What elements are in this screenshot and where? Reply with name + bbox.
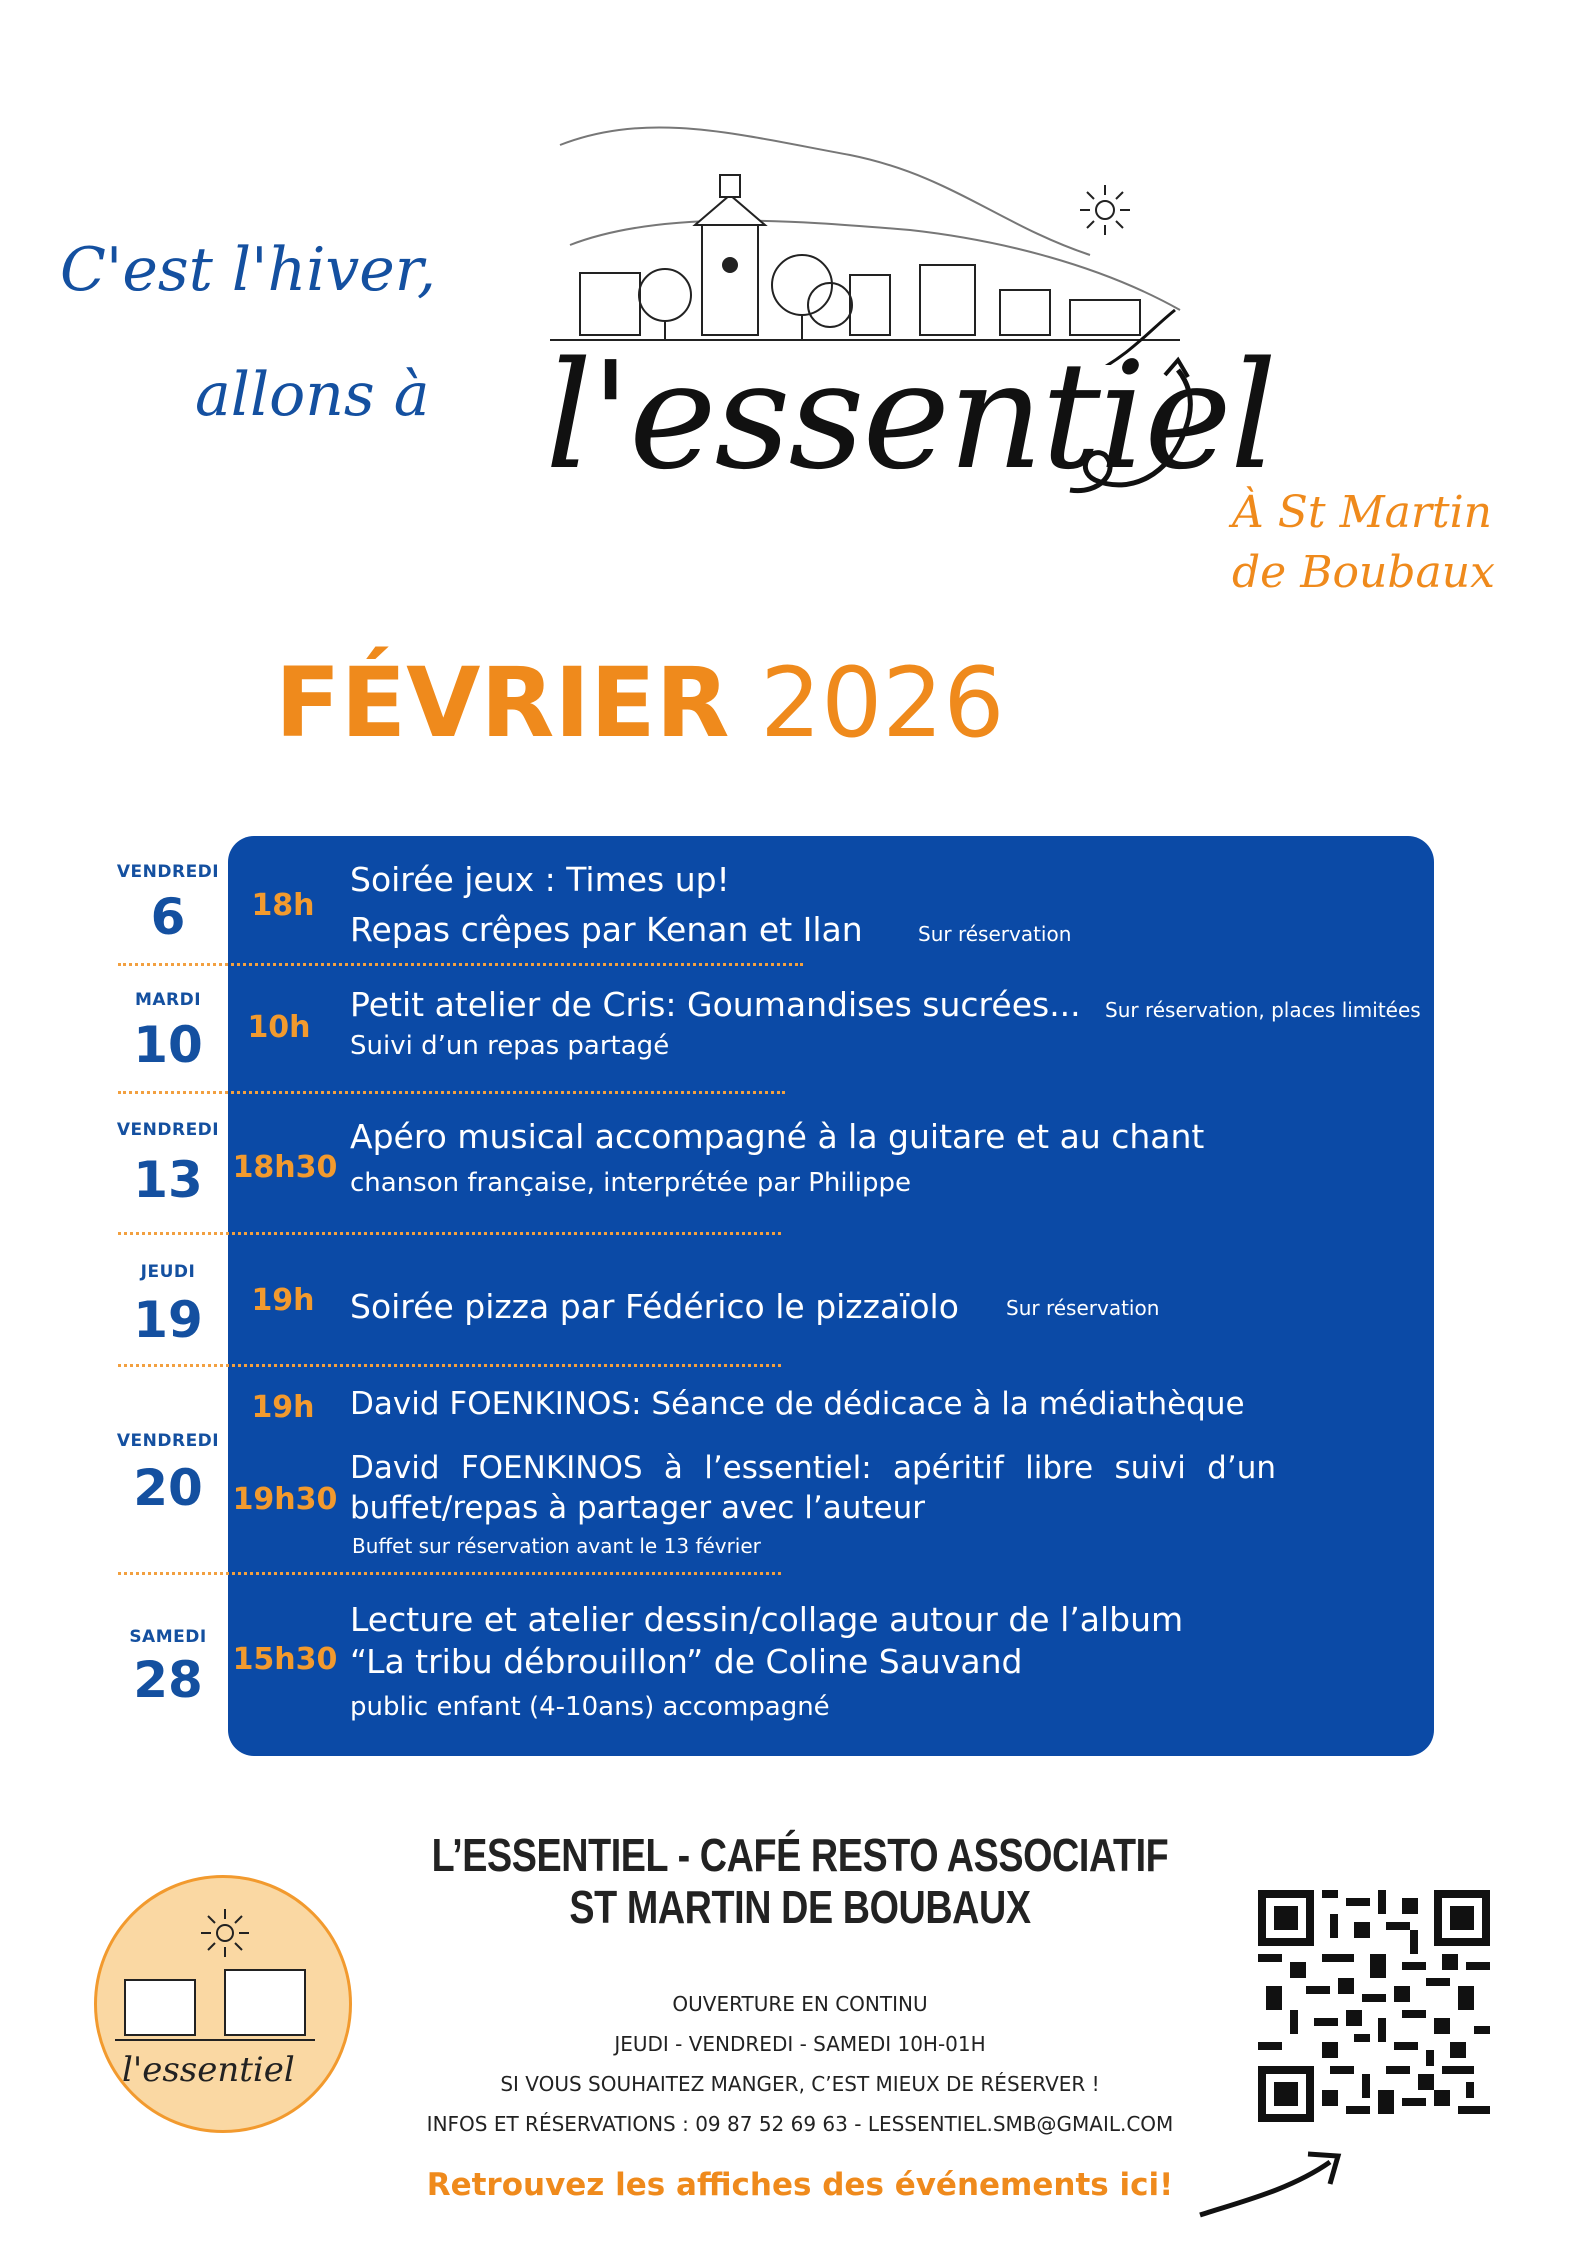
day-weekday: JEUDI <box>140 1262 196 1282</box>
event-title: Petit atelier de Cris: Goumandises sucrées... <box>350 985 1081 1024</box>
badge-wordmark: l'essentiel <box>122 2050 295 2090</box>
event-time: 10h <box>247 1010 311 1045</box>
row-divider <box>118 1232 781 1235</box>
logo-swirl-icon <box>1060 355 1220 515</box>
arrow-icon <box>1190 2140 1360 2220</box>
location-line-2: de Boubaux <box>1232 547 1495 598</box>
row-divider <box>118 1091 785 1094</box>
info-reservation-advice: SI VOUS SOUHAITEZ MANGER, C’EST MIEUX DE RÉSERVER ! <box>500 2072 1100 2096</box>
venue-title-line-1: L’ESSENTIEL - CAFÉ RESTO ASSOCIATIF <box>431 1829 1169 1881</box>
event-subtitle: Suivi d’un repas partagé <box>350 1031 670 1061</box>
tagline-line-1: C'est l'hiver, <box>60 235 436 305</box>
day-date: 28 <box>133 1651 203 1709</box>
row-divider <box>118 1572 781 1575</box>
info-opening: OUVERTURE EN CONTINU <box>672 1992 928 2016</box>
event-time: 15h30 <box>232 1642 338 1677</box>
call-to-action: Retrouvez les affiches des événements ici! <box>426 2167 1174 2203</box>
event-note: Sur réservation <box>1006 1296 1160 1320</box>
event-time: 19h <box>251 1390 315 1425</box>
day-weekday: VENDREDI <box>116 1120 220 1140</box>
day-date: 20 <box>133 1459 203 1517</box>
tagline-line-2: allons à <box>195 360 430 430</box>
info-contact: INFOS ET RÉSERVATIONS : 09 87 52 69 63 - LESSENTIEL.SMB@GMAIL.COM <box>426 2112 1174 2136</box>
day-date: 19 <box>133 1291 203 1349</box>
event-note: Sur réservation <box>918 922 1072 946</box>
venue-title <box>431 1830 1169 1933</box>
month-title <box>275 647 1005 759</box>
event-title: Soirée pizza par Fédérico le pizzaïolo <box>350 1287 959 1326</box>
event-subtitle: public enfant (4-10ans) accompagné <box>350 1692 830 1722</box>
sun-icon <box>201 1909 249 1957</box>
day-weekday: SAMEDI <box>129 1627 207 1647</box>
event-time: 18h <box>251 888 315 923</box>
day-date: 6 <box>150 888 186 946</box>
event-time: 19h <box>251 1283 315 1318</box>
event-title: Apéro musical accompagné à la guitare et au chant <box>350 1117 1205 1156</box>
event-title-line-2: “La tribu débrouillon” de Coline Sauvand <box>350 1642 1023 1681</box>
location-line-1: À St Martin <box>1232 487 1492 538</box>
month-name: FÉVRIER <box>275 647 730 759</box>
day-weekday: VENDREDI <box>116 1431 220 1451</box>
event-time: 18h30 <box>232 1150 338 1185</box>
event-subtitle: chanson française, interprétée par Philippe <box>350 1168 912 1198</box>
month-year: 2026 <box>760 647 1005 759</box>
event-time: 19h30 <box>232 1482 338 1517</box>
sun-icon <box>1080 185 1130 235</box>
event-title: Lecture et atelier dessin/collage autour de l’album <box>350 1600 1184 1639</box>
village-illustration <box>530 115 1220 365</box>
logo-wordmark: l'essentiel <box>545 330 1276 502</box>
badge-illustration <box>115 1895 325 2055</box>
row-divider <box>118 1364 781 1367</box>
day-weekday: MARDI <box>134 990 202 1010</box>
event-note: Buffet sur réservation avant le 13 février <box>352 1534 761 1558</box>
qr-code[interactable] <box>1258 1890 1490 2122</box>
event-title: David FOENKINOS: Séance de dédicace à la médiathèque <box>350 1386 1245 1422</box>
event-subtitle: Repas crêpes par Kenan et Ilan <box>350 910 863 949</box>
venue-title-line-2: ST MARTIN DE BOUBAUX <box>569 1880 1031 1933</box>
event-note: Sur réservation, places limitées <box>1105 998 1421 1022</box>
day-date: 13 <box>133 1151 203 1209</box>
day-weekday: VENDREDI <box>116 862 220 882</box>
event-title: David FOENKINOS à l’essentiel: apéritif libre suivi d’un buffet/repas à partager avec l’auteur <box>350 1450 1276 1527</box>
event-title: Soirée jeux : Times up! <box>350 860 730 899</box>
day-date: 10 <box>133 1016 203 1074</box>
info-hours: JEUDI - VENDREDI - SAMEDI 10H-01H <box>614 2032 986 2056</box>
row-divider <box>118 963 803 966</box>
